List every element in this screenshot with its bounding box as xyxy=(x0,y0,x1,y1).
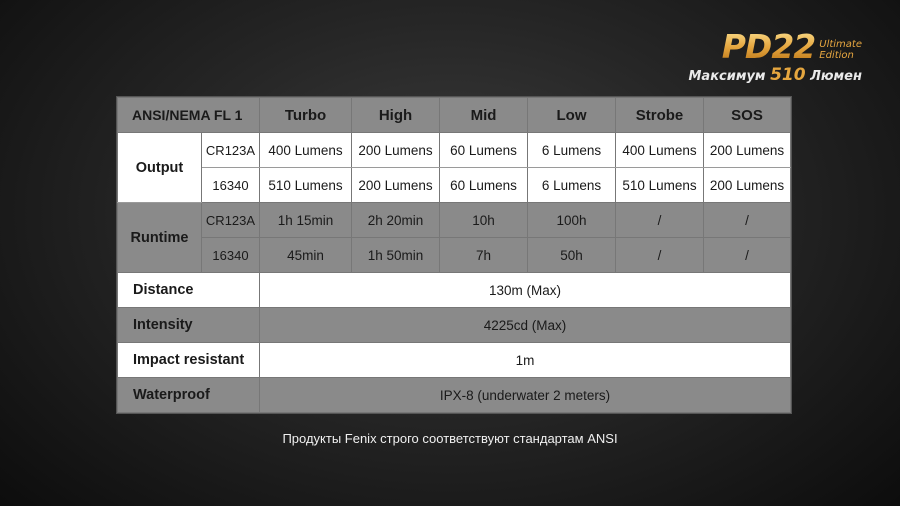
mode-header: Low xyxy=(528,98,616,133)
battery-label: 16340 xyxy=(202,238,260,273)
table-cell: 100h xyxy=(528,203,616,238)
table-cell: 200 Lumens xyxy=(704,168,791,203)
table-cell: 50h xyxy=(528,238,616,273)
table-cell: 60 Lumens xyxy=(440,133,528,168)
table-cell: 200 Lumens xyxy=(704,133,791,168)
table-cell: 10h xyxy=(440,203,528,238)
intensity-value: 4225cd (Max) xyxy=(260,308,791,343)
intensity-row xyxy=(118,308,791,343)
impact-label: Impact resistant xyxy=(118,343,260,378)
model-name: PD22 xyxy=(721,27,816,66)
impact-value: 1m xyxy=(260,343,791,378)
waterproof-row xyxy=(118,378,791,413)
edition-label xyxy=(819,39,862,61)
table-cell: / xyxy=(704,238,791,273)
table-cell: 200 Lumens xyxy=(352,168,440,203)
distance-row xyxy=(118,273,791,308)
distance-label: Distance xyxy=(118,273,260,308)
table-cell: 510 Lumens xyxy=(260,168,352,203)
mode-header: Strobe xyxy=(616,98,704,133)
brand-logo xyxy=(688,27,862,85)
battery-label: 16340 xyxy=(202,168,260,203)
table-cell: 400 Lumens xyxy=(616,133,704,168)
tagline-number: 510 xyxy=(770,65,806,85)
battery-label: CR123A xyxy=(202,203,260,238)
mode-header: Turbo xyxy=(260,98,352,133)
table-cell: 200 Lumens xyxy=(352,133,440,168)
waterproof-label: Waterproof xyxy=(118,378,260,413)
table-cell: 7h xyxy=(440,238,528,273)
mode-header: Mid xyxy=(440,98,528,133)
distance-value: 130m (Max) xyxy=(260,273,791,308)
max-lumens-tagline xyxy=(688,65,862,85)
battery-label: CR123A xyxy=(202,133,260,168)
table-cell: 400 Lumens xyxy=(260,133,352,168)
ansi-compliance-note: Продукты Fenix строго соответствуют стандартам ANSI xyxy=(282,431,618,446)
table-cell: 510 Lumens xyxy=(616,168,704,203)
tagline-prefix: Максимум xyxy=(688,69,766,84)
mode-header: High xyxy=(352,98,440,133)
table-row xyxy=(118,168,791,203)
impact-row xyxy=(118,343,791,378)
runtime-label: Runtime xyxy=(118,203,202,273)
table-row xyxy=(118,203,791,238)
table-header-row xyxy=(118,98,791,133)
table-cell: 1h 50min xyxy=(352,238,440,273)
spec-table xyxy=(117,97,791,413)
table-cell: 45min xyxy=(260,238,352,273)
intensity-label: Intensity xyxy=(118,308,260,343)
table-cell: / xyxy=(616,238,704,273)
waterproof-value: IPX-8 (underwater 2 meters) xyxy=(260,378,791,413)
table-cell: 6 Lumens xyxy=(528,133,616,168)
edition-line-1: Ultimate xyxy=(819,39,862,50)
output-label: Output xyxy=(118,133,202,203)
edition-line-2: Edition xyxy=(819,50,854,61)
table-row xyxy=(118,238,791,273)
table-cell: / xyxy=(616,203,704,238)
table-cell: 2h 20min xyxy=(352,203,440,238)
table-cell: 6 Lumens xyxy=(528,168,616,203)
table-cell: / xyxy=(704,203,791,238)
tagline-suffix: Люмен xyxy=(810,69,862,84)
standard-label: ANSI/NEMA FL 1 xyxy=(118,98,260,133)
brand-title xyxy=(688,27,862,66)
table-cell: 1h 15min xyxy=(260,203,352,238)
table-cell: 60 Lumens xyxy=(440,168,528,203)
mode-header: SOS xyxy=(704,98,791,133)
table-row xyxy=(118,133,791,168)
